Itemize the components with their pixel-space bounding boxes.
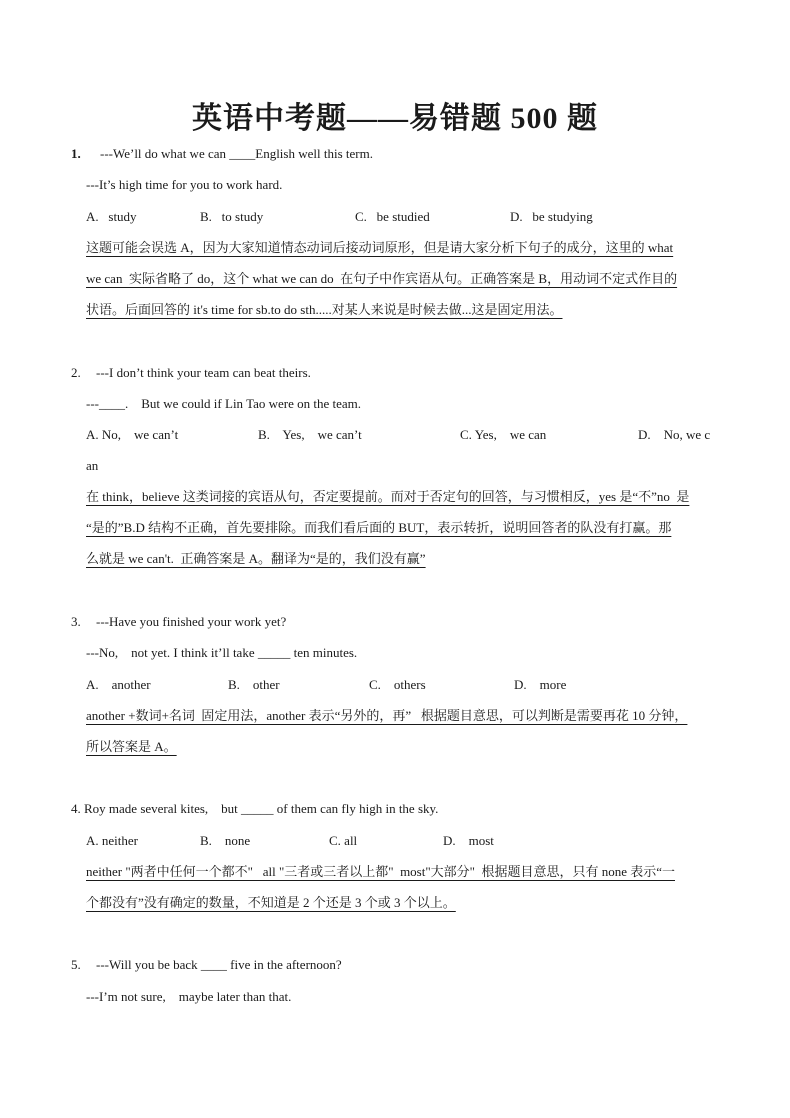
question-reply: ---No, not yet. I think it’ll take _____ ten minutes. [86, 645, 358, 660]
option-a: A. neither [86, 833, 138, 848]
question-reply: ---____. But we could if Lin Tao were on the team. [86, 396, 362, 411]
question-stem: ---Will you be back ____ five in the afternoon? [96, 957, 342, 972]
explanation-line: another +数词+名词 固定用法，another 表示“另外的，再” 根据题目意思，可以判断是需要再花 10 分钟， [86, 708, 688, 723]
option-c: C. others [369, 677, 426, 692]
option-wrap: an [86, 458, 99, 473]
option-b: B. to study [200, 209, 264, 224]
option-a: A. study [86, 209, 137, 224]
explanation-line: we can 实际省略了 do，这个 what we can do 在句子中作宾语从句。正确答案是 B，用动词不定式作目的 [86, 271, 678, 286]
option-d: D. most [443, 833, 494, 848]
question-number: 3. [71, 614, 81, 629]
option-c: C. be studied [355, 209, 430, 224]
question-reply: ---I’m not sure, maybe later than that. [86, 989, 292, 1004]
option-d: D. more [514, 677, 567, 692]
option-d: D. No, we c [638, 427, 711, 442]
option-d: D. be studying [510, 209, 593, 224]
question-number: 5. [71, 957, 81, 972]
option-a: A. another [86, 677, 151, 692]
explanation-line: 所以答案是 A。 [86, 739, 177, 754]
question-number: 2. [71, 365, 81, 380]
option-b: B. Yes, we can’t [258, 427, 362, 442]
explanation-line: 个都没有”没有确定的数量，不知道是 2 个还是 3 个或 3 个以上。 [86, 895, 456, 910]
explanation-line: 状语。后面回答的 it's time for sb.to do sth.....对某人来说是时候去做...这是固定用法。 [86, 302, 563, 317]
explanation-line: 么就是 we can't. 正确答案是 A。翻译为“是的，我们没有赢” [86, 551, 426, 566]
option-c: C. Yes, we can [460, 427, 547, 442]
question-stem: ---Have you finished your work yet? [96, 614, 287, 629]
explanation-line: 在 think，believe 这类词接的宾语从句，否定要提前。而对于否定句的回答，与习惯相反，yes 是“不”no 是 [86, 489, 690, 504]
option-b: B. other [228, 677, 280, 692]
option-c: C. all [329, 833, 358, 848]
question-stem: 4. Roy made several kites, but _____ of them can fly high in the sky. [71, 801, 439, 816]
explanation-line: “是的”B.D 结构不正确，首先要排除。而我们看后面的 BUT，表示转折，说明回答者的队没有打赢。那 [86, 520, 672, 535]
explanation-line: 这题可能会误选 A，因为大家知道情态动词后接动词原形，但是请大家分析下句子的成分，这里的 what [86, 240, 674, 255]
page-title: 英语中考题——易错题 500 题 [192, 102, 598, 135]
question-number: 1. [71, 146, 81, 161]
question-reply: ---It’s high time for you to work hard. [86, 177, 283, 192]
explanation-line: neither "两者中任何一个都不" all "三者或三者以上都" most"大部分" 根据题目意思，只有 none 表示“一 [86, 864, 675, 879]
question-stem: ---I don’t think your team can beat theirs. [96, 365, 311, 380]
question-stem: ---We’ll do what we can ____English well this term. [100, 146, 373, 161]
option-b: B. none [200, 833, 251, 848]
option-a: A. No, we can’t [86, 427, 179, 442]
